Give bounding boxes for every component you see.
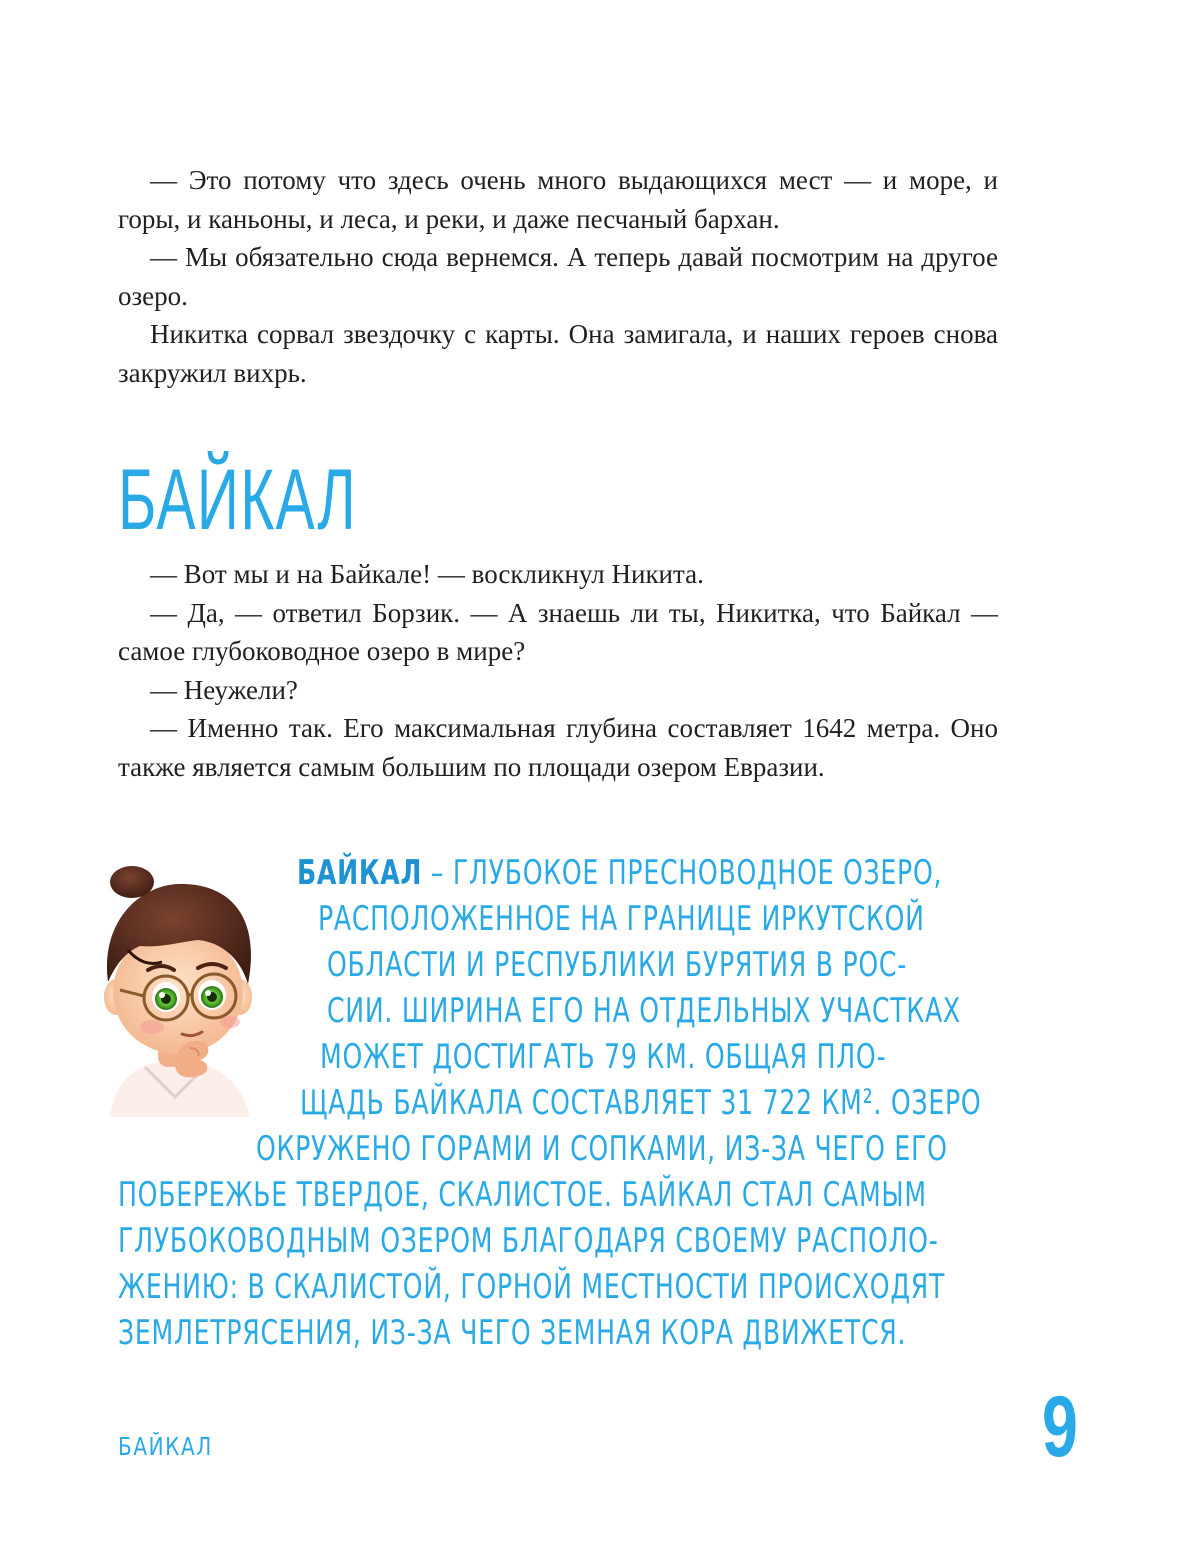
fact-line: ЩАДЬ БАЙКАЛА СОСТАВЛЯЕТ 31 722 КМ². ОЗЕРО [300,1083,982,1123]
fact-line: ГЛУБОКОВОДНЫМ ОЗЕРОМ БЛАГОДАРЯ СВОЕМУ РАСПОЛО- [118,1221,939,1261]
fact-line: ЗЕМЛЕТРЯСЕНИЯ, ИЗ-ЗА ЧЕГО ЗЕМНАЯ КОРА ДВИЖЕТСЯ. [118,1313,907,1353]
fact-line: МОЖЕТ ДОСТИГАТЬ 79 КМ. ОБЩАЯ ПЛО- [320,1037,887,1077]
paragraph: — Это потому что здесь очень много выдающихся мест — и море, и горы, и каньоны, и леса, и реки, и даже песчаный бархан. [118,165,998,234]
fact-line: СИИ. ШИРИНА ЕГО НА ОТДЕЛЬНЫХ УЧАСТКАХ [327,991,961,1031]
boy-character-illustration [70,862,280,1117]
paragraph: Никитка сорвал звездочку с карты. Она замигала, и наших героев снова закружил вихрь. [118,319,998,388]
dialog-text [118,555,998,786]
paragraph: — Мы обязательно сюда вернемся. А теперь давай посмотрим на другое озеро. [118,242,998,311]
section-heading: БАЙКАЛ [118,452,358,548]
fact-line: РАСПОЛОЖЕННОЕ НА ГРАНИЦЕ ИРКУТСКОЙ [318,899,925,939]
paragraph: — Именно так. Его максимальная глубина составляет 1642 метра. Оно также является самым большим по площади озером Евразии. [118,713,998,782]
fact-line: ЖЕНИЮ: В СКАЛИСТОЙ, ГОРНОЙ МЕСТНОСТИ ПРОИСХОДЯТ [118,1267,946,1307]
running-title: БАЙКАЛ [118,1432,213,1461]
paragraph: — Неужели? [150,674,298,705]
page-number: 9 [1042,1379,1078,1475]
fact-line: ОКРУЖЕНО ГОРАМИ И СОПКАМИ, ИЗ-ЗА ЧЕГО ЕГО [256,1129,948,1169]
fact-line: ОБЛАСТИ И РЕСПУБЛИКИ БУРЯТИЯ В РОС- [327,945,908,985]
fact-line: ПОБЕРЕЖЬЕ ТВЕРДОЕ, СКАЛИСТОЕ. БАЙКАЛ СТАЛ САМЫМ [118,1175,927,1215]
paragraph: — Вот мы и на Байкале! — воскликнул Никита. [150,559,704,589]
fact-term: БАЙКАЛ [297,853,423,893]
intro-text [118,161,998,392]
fact-line: БАЙКАЛ – ГЛУБОКОЕ ПРЕСНОВОДНОЕ ОЗЕРО, [297,853,943,893]
paragraph: — Да, — ответил Борзик. — А знаешь ли ты, Никитка, что Байкал — самое глубоководное озеро в мире? [118,597,998,666]
